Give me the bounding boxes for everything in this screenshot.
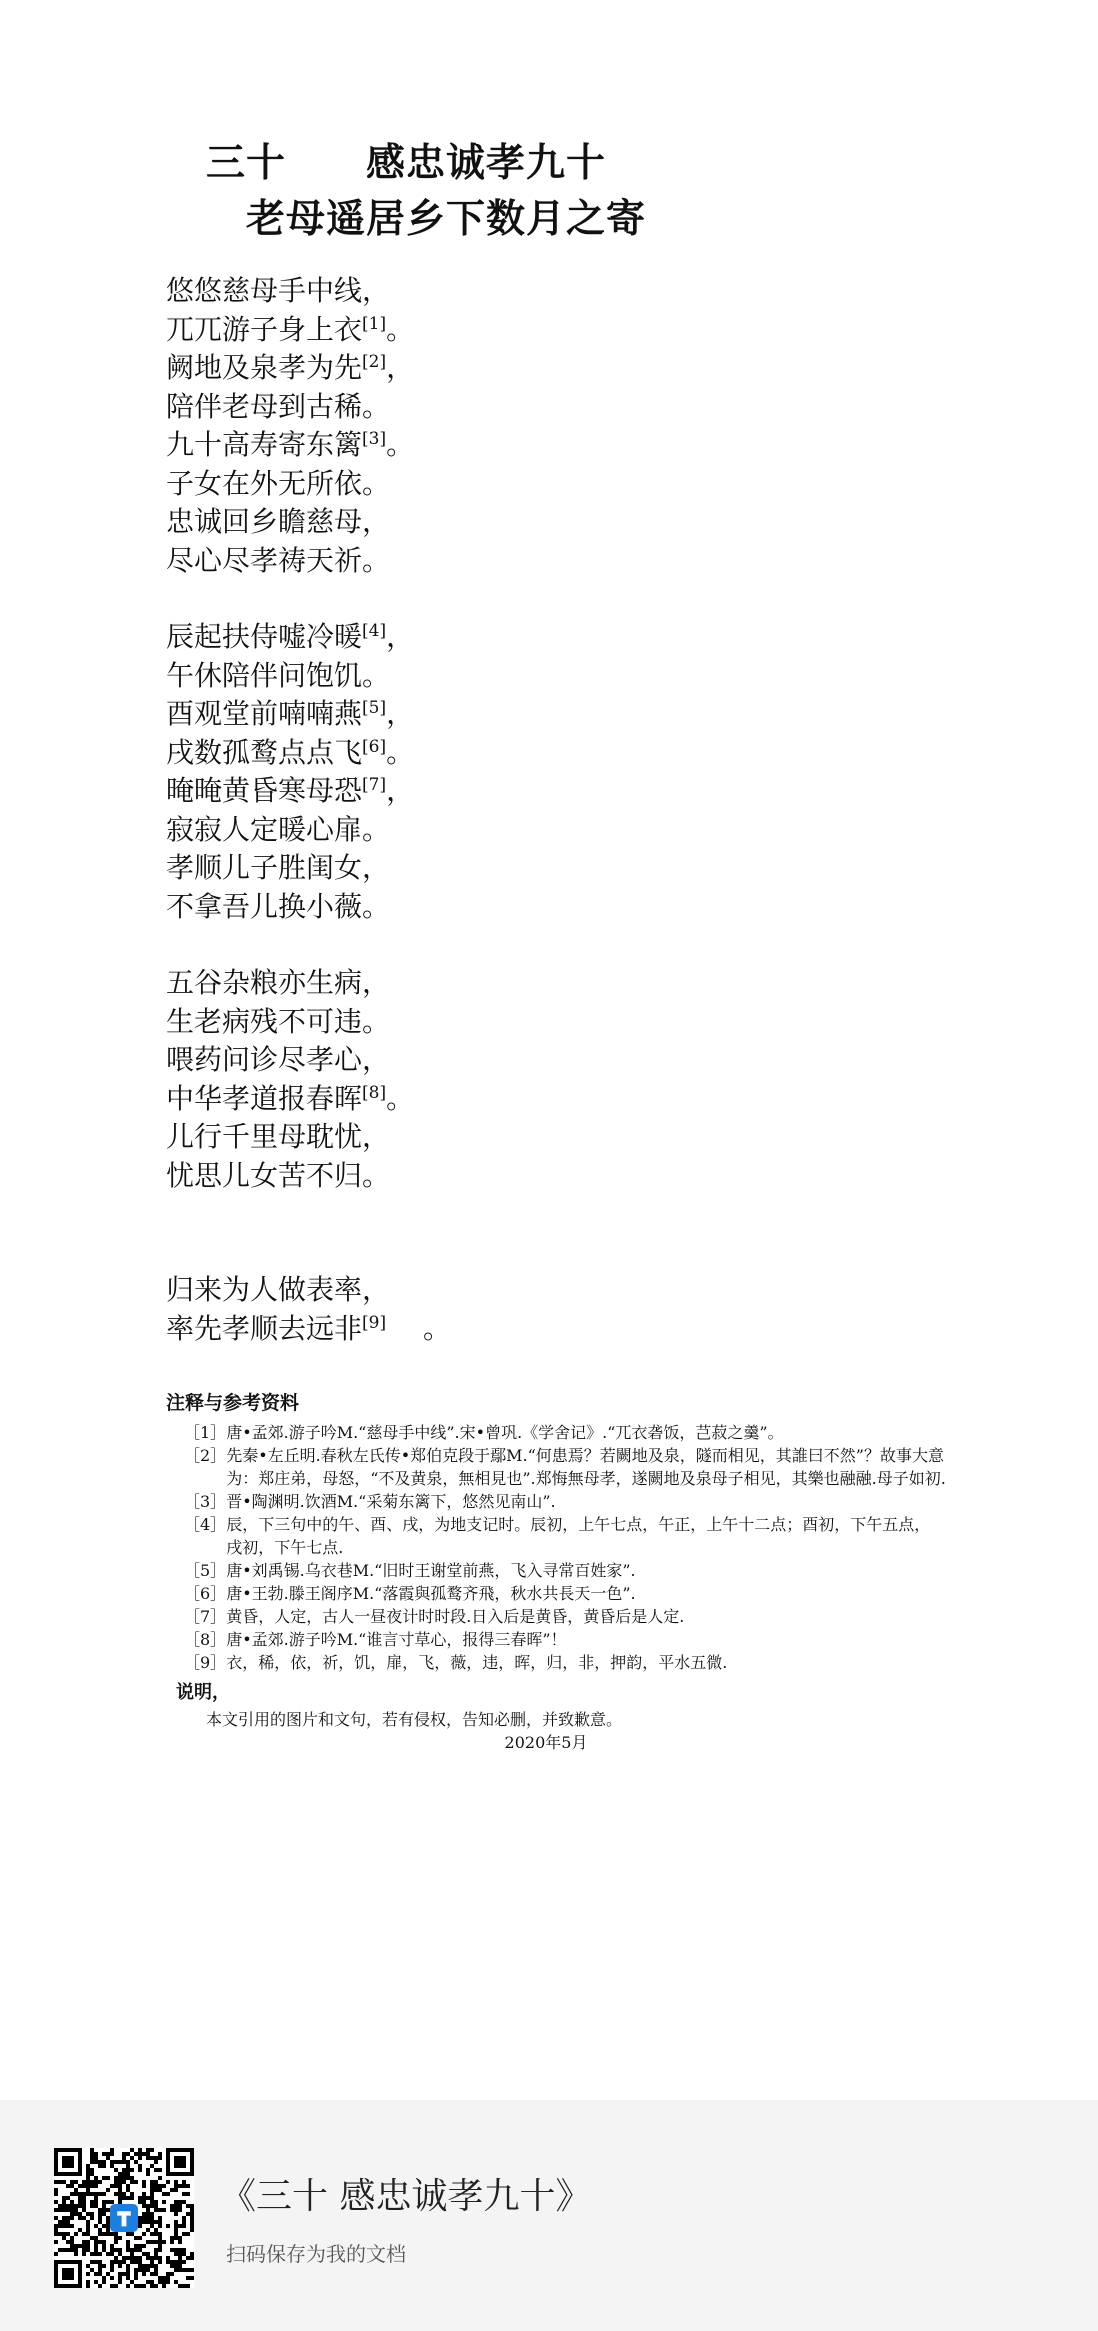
footer-bar bbox=[0, 2100, 1098, 2331]
note-number: ［9］ bbox=[184, 1653, 227, 1672]
note-number: ［3］ bbox=[184, 1492, 227, 1511]
note-number: ［7］ bbox=[184, 1607, 227, 1626]
qr-code-icon[interactable] bbox=[54, 2148, 194, 2288]
note-item bbox=[184, 1605, 946, 1628]
poem-line: 率先孝顺去远非[9] 。 bbox=[166, 1311, 452, 1345]
note-text: 唐•刘禹锡.乌衣巷M.“旧时王谢堂前燕，飞入寻常百姓家”. bbox=[226, 1561, 636, 1580]
poem-line: 忧思儿女苦不归。 bbox=[166, 1158, 391, 1192]
note-item bbox=[184, 1582, 946, 1605]
note-text: 晋•陶渊明.饮酒M.“采菊东篱下，悠然见南山”. bbox=[226, 1492, 556, 1511]
note-text: 唐•孟郊.游子吟M.“谁言寸草心，报得三春晖”！ bbox=[226, 1630, 567, 1649]
poem-line: 不拿吾儿换小薇。 bbox=[166, 889, 391, 923]
document-date: 2020年5月 bbox=[504, 1733, 588, 1752]
poem-line: 晻晻黄昏寒母恐[7]， bbox=[166, 774, 415, 807]
note-text: 唐•孟郊.游子吟M.“慈母手中线”.宋•曾巩.《学舍记》.“兀衣砻饭，芑菽之羹”。 bbox=[226, 1423, 784, 1442]
poem-line: 陪伴老母到古稀。 bbox=[166, 389, 391, 423]
footer-doc-title: 《三十 感忠诚孝九十》 bbox=[220, 2176, 592, 2217]
note-number: ［2］ bbox=[184, 1446, 227, 1465]
poem-line: 酉观堂前喃喃燕[5]， bbox=[166, 697, 415, 730]
note-item bbox=[184, 1444, 946, 1490]
poem-line: 忠诚回乡瞻慈母， bbox=[166, 505, 391, 538]
explain-text: 本文引用的图片和文句，若有侵权，告知必删，并致歉意。 bbox=[206, 1710, 623, 1729]
poem-line: 尽心尽孝祷天祈。 bbox=[166, 543, 391, 577]
note-item bbox=[184, 1559, 946, 1582]
poem-line: 儿行千里母耽忧， bbox=[166, 1120, 391, 1153]
note-item bbox=[184, 1628, 946, 1651]
poem-line: 午休陪伴问饱饥。 bbox=[166, 658, 391, 692]
poem-line: 寂寂人定暖心扉。 bbox=[166, 812, 391, 846]
note-number: ［1］ bbox=[184, 1423, 227, 1442]
poem-line: 九十高寿寄东篱[3]。 bbox=[166, 428, 415, 461]
poem-stanza-2 bbox=[166, 618, 866, 926]
footnote-ref: [8] bbox=[362, 1082, 387, 1103]
note-number: ［5］ bbox=[184, 1561, 227, 1580]
note-text: 先秦•左丘明.春秋左氏传•郑伯克段于鄢M.“何患焉？若闕地及泉，隧而相见，其誰曰不然”？故事大意为：郑庄弟，母怒，“不及黄泉，無相見也”.郑悔無母孝，遂闕地及泉母子相见，其樂也融融.母子如初. bbox=[226, 1446, 946, 1488]
footnote-ref: [6] bbox=[362, 736, 387, 757]
note-text: 衣，稀，依，祈，饥，扉，飞，薇，违，晖，归，非，押韵，平水五微. bbox=[226, 1653, 728, 1672]
note-item bbox=[184, 1513, 946, 1559]
poem-stanza-4 bbox=[166, 1271, 866, 1348]
notes-heading: 注释与参考资料 bbox=[166, 1392, 300, 1414]
poem-line: 中华孝道报春晖[8]。 bbox=[166, 1081, 415, 1115]
note-text: 黄昏，人定，古人一昼夜计时时段.日入后是黄昏，黄昏后是人定. bbox=[226, 1607, 685, 1626]
poem-line: 戌数孤鹜点点飞[6]。 bbox=[166, 735, 415, 769]
note-number: ［8］ bbox=[184, 1630, 227, 1649]
note-item bbox=[184, 1421, 946, 1444]
title-line-2: 老母遥居乡下数月之寄 bbox=[246, 197, 647, 242]
poem-stanza-1 bbox=[166, 272, 866, 580]
poem-line: 兀兀游子身上衣[1]。 bbox=[166, 312, 415, 346]
poem-line: 阙地及泉孝为先[2]， bbox=[166, 351, 415, 384]
explain-heading: 说明， bbox=[176, 1682, 230, 1703]
footer-save-hint[interactable]: 扫码保存为我的文档 bbox=[226, 2242, 406, 2266]
footnote-ref: [4] bbox=[362, 621, 387, 641]
title-line-1: 三十 感忠诚孝九十 bbox=[206, 141, 607, 186]
footnote-ref: [7] bbox=[362, 775, 387, 795]
poem-line: 生老病残不可违。 bbox=[166, 1004, 391, 1038]
poem-line: 五谷杂粮亦生病， bbox=[166, 966, 391, 999]
footnote-ref: [2] bbox=[362, 352, 387, 372]
note-item bbox=[184, 1651, 946, 1674]
notes-list bbox=[166, 1421, 946, 1674]
footnote-ref: [9] bbox=[362, 1312, 387, 1333]
footnote-ref: [5] bbox=[362, 698, 387, 718]
poem-line: 悠悠慈母手中线， bbox=[166, 274, 391, 307]
footnote-ref: [1] bbox=[362, 313, 387, 334]
poem-line: 孝顺儿子胜闺女， bbox=[166, 851, 391, 884]
footnote-ref: [3] bbox=[362, 429, 387, 449]
poem-line: 子女在外无所依。 bbox=[166, 466, 391, 500]
note-number: ［6］ bbox=[184, 1584, 227, 1603]
note-text: 辰，下三句中的午、酉、戌，为地支记时。辰初，上午七点，午正，上午十二点；酉初，下午五点，戌初，下午七点. bbox=[226, 1515, 931, 1557]
note-number: ［4］ bbox=[184, 1515, 227, 1534]
note-item bbox=[184, 1490, 946, 1513]
poem-body bbox=[166, 272, 866, 1386]
poem-line: 喂药问诊尽孝心， bbox=[166, 1043, 391, 1076]
note-text: 唐•王勃.滕王阁序M.“落霞與孤鹜齐飛，秋水共長天一色”. bbox=[226, 1584, 636, 1603]
poem-stanza-3 bbox=[166, 964, 866, 1195]
notes-section bbox=[166, 1388, 946, 1754]
poem-line: 归来为人做表率， bbox=[166, 1273, 391, 1306]
poem-line: 辰起扶侍嘘冷暖[4]， bbox=[166, 620, 415, 653]
